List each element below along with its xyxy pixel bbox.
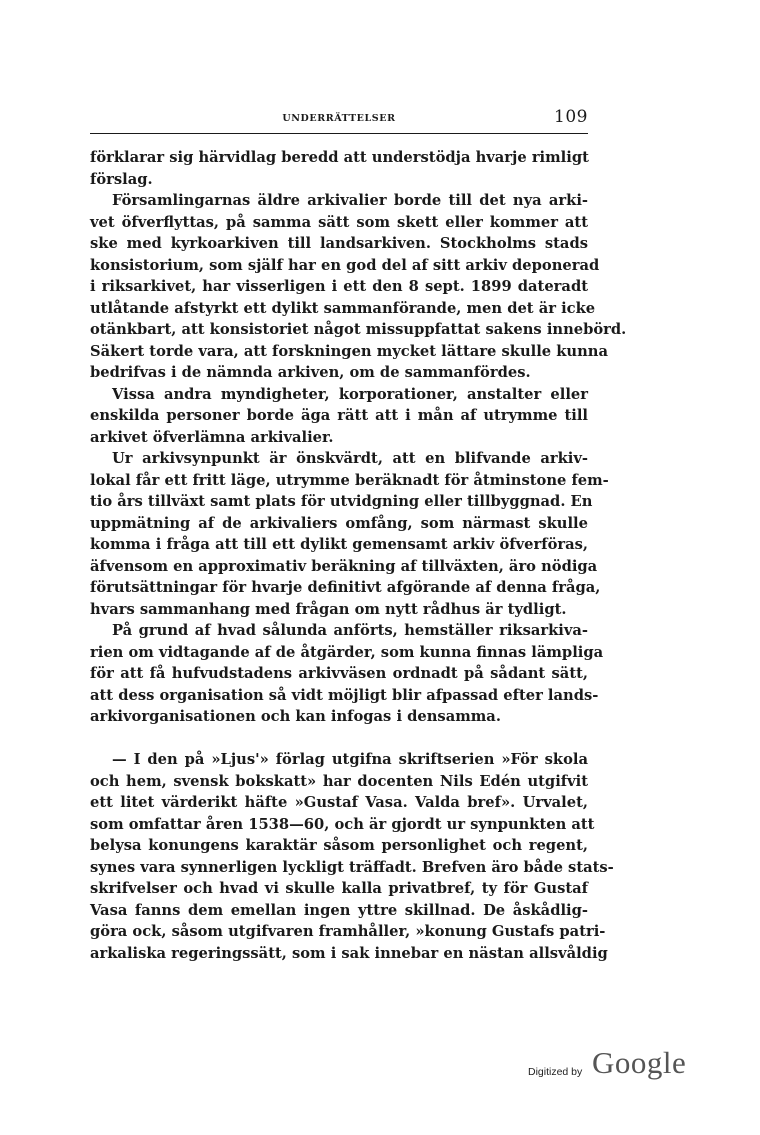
header-rule — [90, 133, 588, 134]
text-line: vet öfverflyttas, på samma sätt som skett eller kommer att — [90, 213, 588, 231]
text-line: Vissa andra myndigheter, korporationer, anstalter eller — [112, 385, 588, 403]
text-line: Vasa fanns dem emellan ingen yttre skillnad. De åskådlig- — [90, 901, 588, 919]
text-line: arkaliska regeringssätt, som i sak innebar en nästan allsvåldig — [90, 944, 608, 962]
text-line: ske med kyrkoarkiven till landsarkiven. Stockholms stads — [90, 235, 588, 252]
text-line: att dess organisation så vidt möjligt blir afpassad efter lands- — [90, 686, 599, 704]
text-line: Församlingarnas äldre arkivalier borde till det nya arki- — [112, 192, 588, 209]
body-text — [90, 147, 627, 964]
page-number: 109 — [554, 107, 588, 127]
text-line: synes vara synnerligen lyckligt träffadt. Brefven äro både stats- — [90, 858, 614, 876]
text-line: rien om vidtagande af de åtgärder, som kunna finnas lämpliga — [90, 643, 604, 661]
google-logo: Google — [592, 1045, 687, 1080]
text-line: — I den på »Ljus'» förlag utgifna skriftserien »För skola — [112, 751, 588, 768]
text-line: ett litet värderikt häfte »Gustaf Vasa. Valda bref». Urvalet, — [90, 794, 588, 811]
text-line: otänkbart, att konsistoriet något missuppfattat sakens innebörd. — [90, 321, 627, 338]
text-line: i riksarkivet, har visserligen i ett den 8 sept. 1899 dateradt — [90, 278, 588, 295]
running-head: UNDERRÄTTELSER — [282, 113, 396, 124]
section-gap — [90, 728, 588, 750]
page-header — [90, 109, 588, 131]
text-line: och hem, svensk bokskatt» har docenten Nils Edén utgifvit — [90, 772, 588, 790]
text-line: arkivorganisationen och kan infogas i densamma. — [90, 708, 501, 725]
text-line: lokal får ett fritt läge, utrymme beräknadt för åtminstone fem- — [90, 471, 609, 489]
text-line: förslag. — [90, 170, 153, 188]
text-line: uppmätning af de arkivaliers omfång, som närmast skulle — [90, 514, 588, 532]
text-line: På grund af hvad sålunda anförts, hemställer riksarkiva- — [112, 622, 588, 639]
text-line: skrifvelser och hvad vi skulle kalla privatbref, ty för Gustaf — [90, 880, 588, 897]
text-line: hvars sammanhang med frågan om nytt rådhus är tydligt. — [90, 600, 567, 618]
text-line: förklarar sig härvidlag beredd att understödja hvarje rimligt — [90, 149, 589, 166]
text-line: konsistorium, som själf har en god del af sitt arkiv deponerad — [90, 256, 600, 274]
text-line: äfvensom en approximativ beräkning af tillväxten, äro nödiga — [90, 557, 598, 575]
text-line: göra ock, såsom utgifvaren framhåller, »konung Gustafs patri- — [90, 923, 606, 940]
text-line: komma i fråga att till ett dylikt gemensamt arkiv öfverföras, — [90, 536, 588, 553]
text-line: för att få hufvudstadens arkivväsen ordnadt på sådant sätt, — [90, 665, 588, 682]
text-line: bedrifvas i de nämnda arkiven, om de sammanfördes. — [90, 364, 531, 381]
google-watermark — [528, 1043, 708, 1083]
text-line: förutsättningar för hvarje definitivt afgörande af denna fråga, — [90, 579, 601, 596]
text-line: tio års tillväxt samt plats för utvidgning eller tillbyggnad. En — [90, 493, 593, 510]
text-line: Ur arkivsynpunkt är önskvärdt, att en blifvande arkiv- — [112, 450, 588, 467]
text-line: arkivet öfverlämna arkivalier. — [90, 428, 334, 446]
text-line: Säkert torde vara, att forskningen mycket lättare skulle kunna — [90, 342, 608, 360]
text-line: enskilda personer borde äga rätt att i mån af utrymme till — [90, 407, 588, 424]
text-line: utlåtande afstyrkt ett dylikt sammanförande, men det är icke — [90, 299, 596, 317]
digitized-by-label: Digitized by — [528, 1066, 583, 1078]
text-line: belysa konungens karaktär såsom personlighet och regent, — [90, 837, 588, 854]
text-line: som omfattar åren 1538—60, och är gjordt ur synpunkten att — [90, 815, 595, 833]
